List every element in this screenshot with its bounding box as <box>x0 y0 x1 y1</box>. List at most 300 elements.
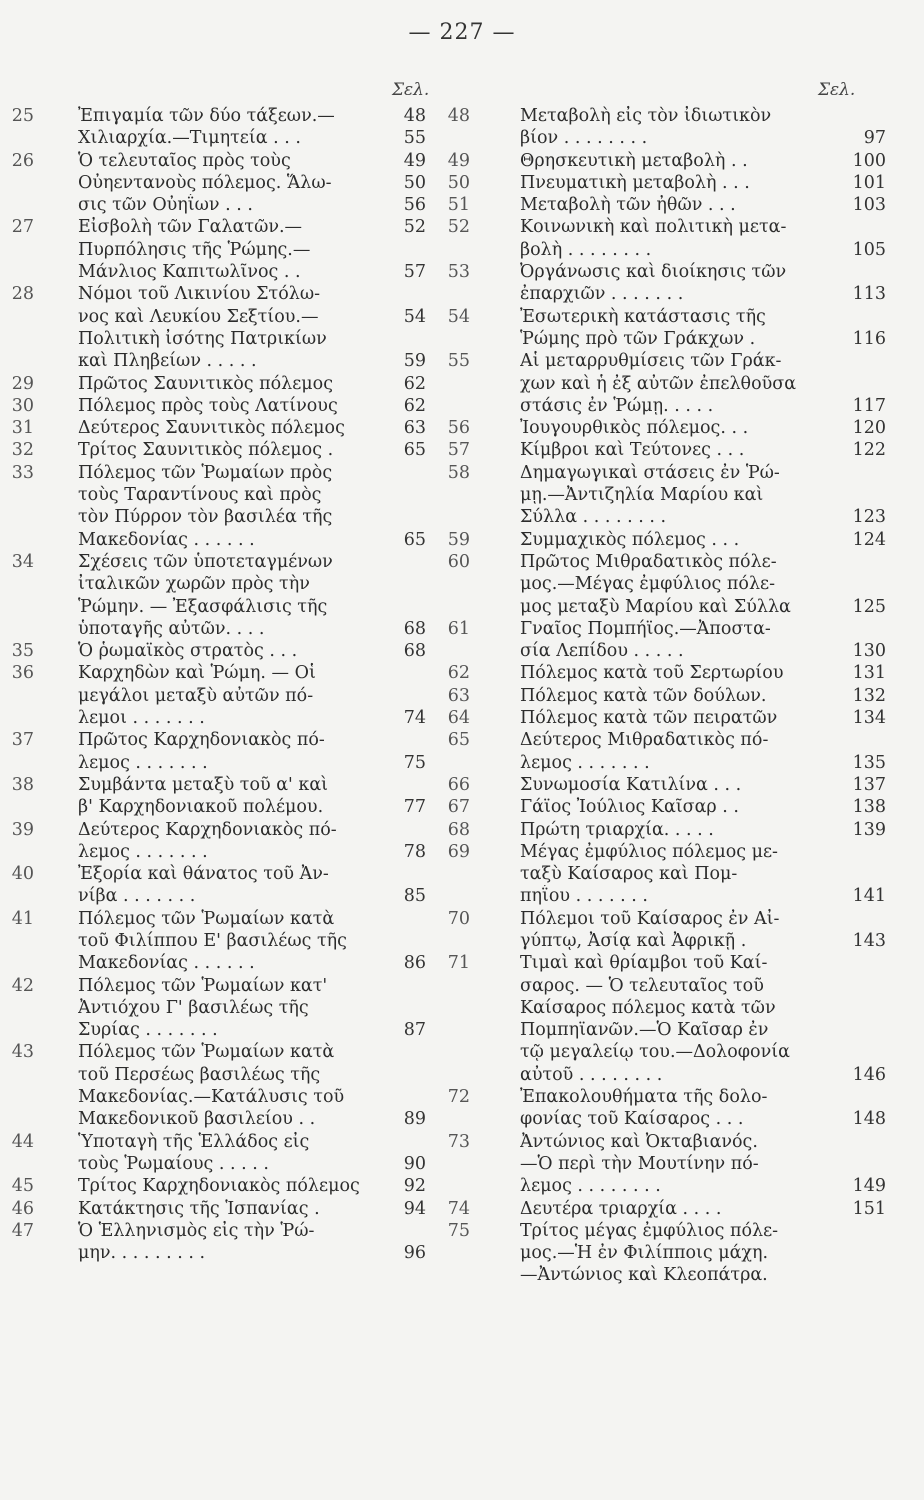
entry-line <box>520 618 886 640</box>
entry-line <box>78 373 426 395</box>
entry-line <box>520 529 886 551</box>
entry-text <box>42 1198 440 1220</box>
page-ref: 135 <box>852 752 886 773</box>
entry-line <box>520 1242 886 1264</box>
chapter-number: 51 <box>447 195 470 216</box>
entry-text <box>478 417 886 439</box>
entry-title: Μέγας ἐμφύλιος πόλεμος με- <box>520 841 778 862</box>
toc-entry <box>440 796 886 818</box>
chapter-number: 61 <box>447 618 470 639</box>
entry-title: Πομπηϊανῶν.—Ὁ Καῖσαρ ἐν <box>520 1020 769 1041</box>
entry-line <box>78 1153 426 1175</box>
entry-line <box>78 1242 426 1264</box>
entry-line <box>78 774 426 796</box>
entry-title: Δημαγωγικαὶ στάσεις ἐν Ῥώ- <box>520 462 780 483</box>
entry-text <box>478 819 886 841</box>
toc-entry <box>0 551 440 640</box>
entry-title: Σύλλα . . . . . . . . <box>520 507 667 528</box>
entry-text <box>478 194 886 216</box>
page-ref: 113 <box>852 284 886 305</box>
entry-title: καὶ Πληβείων . . . . . <box>78 351 257 372</box>
entry-title: λεμος . . . . . . . . <box>520 1176 661 1197</box>
entry-line <box>78 930 426 952</box>
page-ref: 77 <box>403 797 426 818</box>
entry-line <box>78 1108 426 1130</box>
toc-entry <box>0 1220 440 1265</box>
entry-line <box>520 863 886 885</box>
entry-title: ταξὺ Καίσαρος καὶ Πομ- <box>520 864 738 885</box>
entry-title: Ῥώμης πρὸ τῶν Γράκχων . <box>520 328 756 349</box>
chapter-number: 35 <box>11 641 34 662</box>
entry-title: Πρῶτος Καρχηδονιακὸς πό- <box>78 730 325 751</box>
page-ref: 134 <box>852 708 886 729</box>
entry-line <box>520 462 886 484</box>
page-ref: 49 <box>403 150 426 171</box>
entry-title: Πόλεμοι τοῦ Καίσαρος ἐν Αἰ- <box>520 908 780 929</box>
entry-title: λεμος . . . . . . . <box>520 752 650 773</box>
page-number: — 227 — <box>408 20 516 45</box>
chapter-number: 72 <box>447 1087 470 1108</box>
entry-line <box>520 283 886 305</box>
entry-line <box>520 774 886 796</box>
entry-title: Πόλεμος κατὰ τῶν πειρατῶν <box>520 708 778 729</box>
entry-line <box>520 841 886 863</box>
entry-line <box>78 239 426 261</box>
chapter-number: 38 <box>11 774 34 795</box>
chapter-number: 53 <box>447 262 470 283</box>
entry-line <box>520 885 886 907</box>
toc-entry <box>440 1131 886 1198</box>
entry-line <box>520 952 886 974</box>
entry-title: μῃ.—Ἀντιζηλία Μαρίου καὶ <box>520 485 764 506</box>
toc-entry <box>0 373 440 395</box>
entry-text <box>42 662 440 729</box>
entry-title: ἰταλικῶν χωρῶν πρὸς τὴν <box>78 574 310 595</box>
page-ref: 130 <box>852 641 886 662</box>
entry-text <box>478 1198 886 1220</box>
entry-line <box>78 484 426 506</box>
page-ref: 146 <box>852 1064 886 1085</box>
entry-text <box>478 105 886 150</box>
entry-line <box>520 395 886 417</box>
chapter-number: 32 <box>11 440 34 461</box>
page-ref: 100 <box>852 150 886 171</box>
entry-line <box>78 573 426 595</box>
entry-line <box>78 685 426 707</box>
entry-title: βολὴ . . . . . . . . <box>520 239 652 260</box>
page-ref: 74 <box>403 708 426 729</box>
entry-line <box>520 752 886 774</box>
entry-title: στάσις ἐν Ῥώμῃ. . . . . <box>520 395 714 416</box>
entry-line <box>520 796 886 818</box>
entry-title: Τρίτος μέγας ἐμφύλιος πόλε- <box>520 1220 779 1241</box>
chapter-number: 45 <box>11 1176 34 1197</box>
entry-title: Ἐπιγαμία τῶν δύο τάξεων.— <box>78 106 335 126</box>
entry-title: σαρος. — Ὁ τελευταῖος τοῦ <box>520 975 764 996</box>
chapter-number: 59 <box>447 529 470 550</box>
chapter-number: 29 <box>11 373 34 394</box>
entry-title: Θρησκευτικὴ μεταβολὴ . . <box>520 150 748 171</box>
entry-line <box>78 1064 426 1086</box>
entry-title: Ἐσωτερικὴ κατάστασις τῆς <box>520 306 766 327</box>
page-ref: 65 <box>403 440 426 461</box>
page-ref: 124 <box>852 529 886 550</box>
entry-line <box>520 1264 886 1286</box>
page-ref: 65 <box>403 529 426 550</box>
entry-title: Χιλιαρχία.—Τιμητεία . . . <box>78 128 301 149</box>
toc-entry <box>440 194 886 216</box>
entry-title: —Ὁ περὶ τὴν Μουτίνην πό- <box>520 1153 759 1174</box>
entry-title: Εἰσβολὴ τῶν Γαλατῶν.— <box>78 217 303 238</box>
entry-title: Δευτέρα τριαρχία . . . . <box>520 1198 722 1219</box>
entry-text <box>478 618 886 663</box>
toc-entry <box>0 105 440 150</box>
toc-entry <box>440 1086 886 1131</box>
chapter-number: 41 <box>11 908 34 929</box>
entry-line <box>520 1131 886 1153</box>
entry-text <box>42 395 440 417</box>
toc-entry <box>440 1198 886 1220</box>
toc-entry <box>440 261 886 306</box>
entry-line <box>78 506 426 528</box>
page-ref: 63 <box>403 418 426 439</box>
entry-title: τὸν Πύρρον τὸν βασιλέα τῆς <box>78 507 333 528</box>
toc-entry <box>440 105 886 150</box>
chapter-number: 28 <box>11 284 34 305</box>
chapter-number: 62 <box>447 663 470 684</box>
entry-line <box>520 417 886 439</box>
page-ref: 48 <box>403 106 426 126</box>
entry-title: γύπτῳ, Ἀσίᾳ καὶ Ἀφρικῇ . <box>520 930 747 951</box>
toc-entry <box>440 1220 880 1287</box>
chapter-number: 60 <box>447 551 470 572</box>
page-ref: 85 <box>403 886 426 907</box>
toc-entry <box>0 417 440 439</box>
entry-text <box>478 662 886 684</box>
entry-line <box>78 283 426 305</box>
page-ref: 120 <box>852 418 886 439</box>
entry-title: Ἀντώνιος καὶ Ὀκταβιανός. <box>520 1131 758 1152</box>
entry-text <box>42 774 440 819</box>
entry-line <box>520 127 886 149</box>
toc-entry <box>440 707 886 729</box>
entry-line <box>78 908 426 930</box>
entry-text <box>42 373 440 395</box>
toc-entry <box>0 283 440 372</box>
entry-title: Μακεδονίας . . . . . . <box>78 529 255 550</box>
chapter-number: 33 <box>11 462 34 483</box>
page-ref: 148 <box>852 1109 886 1130</box>
entry-line <box>520 261 886 283</box>
entry-title: Δεύτερος Μιθραδατικὸς πό- <box>520 730 769 751</box>
entry-title: Ὑποταγὴ τῆς Ἑλλάδος εἰς <box>78 1131 310 1152</box>
toc-entry <box>0 462 440 551</box>
chapter-number: 71 <box>447 953 470 974</box>
entry-line <box>78 640 426 662</box>
entry-title: Πόλεμος τῶν Ῥωμαίων πρὸς <box>78 462 333 483</box>
entry-line <box>520 150 886 172</box>
chapter-number: 26 <box>11 150 34 171</box>
toc-entry <box>440 908 886 953</box>
entry-line <box>520 819 886 841</box>
entry-text <box>478 529 886 551</box>
entry-text <box>42 439 440 461</box>
entry-title: β' Καρχηδονιακοῦ πολέμου. <box>78 797 324 818</box>
chapter-number: 58 <box>447 462 470 483</box>
page-ref: 87 <box>403 1020 426 1041</box>
entry-text <box>42 1131 440 1176</box>
entry-title: —Ἀντώνιος καὶ Κλεοπάτρα. <box>520 1265 768 1286</box>
chapter-number: 68 <box>447 819 470 840</box>
toc-entry <box>440 462 886 529</box>
entry-title: αὐτοῦ . . . . . . . . <box>520 1064 663 1085</box>
page-ref: 101 <box>852 172 886 193</box>
chapter-number: 42 <box>11 975 34 996</box>
page-ref: 59 <box>403 351 426 372</box>
entry-text <box>478 952 886 1086</box>
entry-title: Μεταβολὴ τῶν ἠθῶν . . . <box>520 195 736 216</box>
entry-line <box>78 1198 426 1220</box>
entry-title: Μεταβολὴ εἰς τὸν ἰδιωτικὸν <box>520 106 772 126</box>
entry-line <box>78 707 426 729</box>
entry-text <box>42 462 440 551</box>
toc-entry <box>440 662 886 684</box>
entry-title: Ὁ τελευταῖος πρὸς τοὺς <box>78 150 291 171</box>
page-ref: 105 <box>852 239 886 260</box>
entry-line <box>520 707 886 729</box>
entry-title: πηΐου . . . . . . . <box>520 886 648 907</box>
entry-text <box>478 774 886 796</box>
entry-line <box>520 1198 886 1220</box>
toc-entry <box>440 618 886 663</box>
chapter-number: 48 <box>447 106 470 126</box>
entry-line <box>520 1153 886 1175</box>
entry-text <box>478 685 886 707</box>
entry-line <box>520 172 886 194</box>
entry-text <box>42 551 440 640</box>
entry-line <box>520 1175 886 1197</box>
toc-entries <box>440 105 886 1287</box>
toc-entry <box>0 819 440 864</box>
entry-title: φονίας τοῦ Καίσαρος . . . <box>520 1109 744 1130</box>
entry-line <box>520 1064 886 1086</box>
entry-title: Ἐπακολουθήματα τῆς δολο- <box>520 1087 768 1108</box>
entry-title: τοῦ Φιλίππου Ε' βασιλέως τῆς <box>78 930 347 951</box>
entry-text <box>42 1220 440 1265</box>
chapter-number: 50 <box>447 172 470 193</box>
entry-text <box>42 863 440 908</box>
entry-title: Πολιτικὴ ἰσότης Πατρικίων <box>78 328 327 349</box>
entry-line <box>78 350 426 372</box>
toc-entry <box>440 439 886 461</box>
entry-title: σία Λεπίδου . . . . . <box>520 641 684 662</box>
entry-line <box>78 306 426 328</box>
toc-entry <box>440 952 886 1086</box>
entry-text <box>42 283 440 372</box>
entry-text <box>42 216 440 283</box>
page-ref: 92 <box>403 1176 426 1197</box>
entry-title: Καρχηδὼν καὶ Ῥώμη. — Οἱ <box>78 663 316 684</box>
toc-entry <box>0 1041 440 1130</box>
entry-line <box>78 975 426 997</box>
entry-title: βίον . . . . . . . . <box>520 128 648 149</box>
entry-title: Μακεδονικοῦ βασιλείου . . <box>78 1109 316 1130</box>
entry-line <box>78 439 426 461</box>
page-ref: 132 <box>852 685 886 706</box>
entry-line <box>520 239 886 261</box>
toc-entry <box>440 841 886 908</box>
entry-title: Πόλεμος πρὸς τοὺς Λατίνους <box>78 395 338 416</box>
toc-entry <box>0 439 440 461</box>
entry-title: νίβα . . . . . . . <box>78 886 196 907</box>
entry-text <box>478 261 886 306</box>
entry-title: Ῥώμην. — Ἐξασφάλισις τῆς <box>78 596 328 617</box>
chapter-number: 75 <box>447 1220 470 1241</box>
entry-title: Τρίτος Καρχηδονιακὸς πόλεμος <box>78 1176 360 1197</box>
toc-entry <box>0 729 440 774</box>
chapter-number: 55 <box>447 351 470 372</box>
chapter-number: 66 <box>447 774 470 795</box>
entry-line <box>78 194 426 216</box>
chapter-number: 57 <box>447 440 470 461</box>
page-ref: 143 <box>852 930 886 951</box>
entry-line <box>78 105 426 127</box>
page-ref: 55 <box>403 128 426 149</box>
entry-line <box>520 573 886 595</box>
entry-title: Ἰουγουρθικὸς πόλεμος. . . <box>520 418 749 439</box>
entry-text <box>478 1086 886 1131</box>
entry-text <box>478 306 886 351</box>
toc-entry <box>440 306 886 351</box>
chapter-number: 73 <box>447 1131 470 1152</box>
entry-line <box>78 952 426 974</box>
page-ref: 123 <box>852 507 886 528</box>
entry-title: ὑποταγῆς αὐτῶν. . . . <box>78 618 265 639</box>
entry-line <box>520 216 886 238</box>
page-ref: 151 <box>852 1198 886 1219</box>
page-ref: 131 <box>852 663 886 684</box>
entry-title: Ὁ ῥωμαϊκὸς στρατὸς . . . <box>78 641 298 662</box>
entry-title: Καίσαρος πόλεμος κατὰ τῶν <box>520 997 776 1018</box>
page-ref: 139 <box>852 819 886 840</box>
chapter-number: 27 <box>11 217 34 238</box>
entry-text <box>42 975 440 1042</box>
entry-line <box>78 729 426 751</box>
entry-title: Πνευματικὴ μεταβολὴ . . . <box>520 172 750 193</box>
chapter-number: 30 <box>11 395 34 416</box>
page-ref: 137 <box>852 774 886 795</box>
entry-text <box>478 1220 886 1287</box>
entry-text <box>42 417 440 439</box>
entry-text <box>478 462 886 529</box>
chapter-number: 39 <box>11 819 34 840</box>
page-ref: 96 <box>403 1243 426 1264</box>
page-ref: 68 <box>403 618 426 639</box>
entry-title: λεμος . . . . . . . <box>78 752 208 773</box>
entry-text <box>478 350 886 417</box>
chapter-number: 64 <box>447 708 470 729</box>
toc-entry <box>0 662 440 729</box>
entry-title: Μακεδονίας . . . . . . <box>78 953 255 974</box>
entry-title: λεμος . . . . . . . <box>78 841 208 862</box>
entry-line <box>520 930 886 952</box>
chapter-number: 31 <box>11 418 34 439</box>
entry-line <box>520 506 886 528</box>
entry-text <box>42 640 440 662</box>
entry-line <box>520 908 886 930</box>
entry-line <box>78 1131 426 1153</box>
entry-line <box>78 127 426 149</box>
entry-line <box>78 618 426 640</box>
entry-title: Οὐηεντανοὺς πόλεμος. Ἅλω- <box>78 172 332 193</box>
entry-text <box>478 707 886 729</box>
entry-line <box>78 529 426 551</box>
entry-title: Γναῖος Πομπήϊος.—Ἀποστα- <box>520 618 771 639</box>
page-ref: 57 <box>403 262 426 283</box>
entry-title: Αἱ μεταρρυθμίσεις τῶν Γράκ- <box>520 351 782 372</box>
entry-line <box>520 975 886 997</box>
page-ref: 62 <box>403 395 426 416</box>
chapter-number: 46 <box>11 1198 34 1219</box>
entry-title: σις τῶν Οὐηΐων . . . <box>78 195 253 216</box>
entry-line <box>520 306 886 328</box>
entry-line <box>520 350 886 372</box>
toc-entry <box>0 1198 440 1220</box>
chapter-number: 67 <box>447 797 470 818</box>
toc-entry <box>440 529 886 551</box>
entry-text <box>478 439 886 461</box>
entry-title: ἐπαρχιῶν . . . . . . . <box>520 284 684 305</box>
chapter-number: 65 <box>447 730 470 751</box>
entry-line <box>78 819 426 841</box>
toc-entry <box>0 975 440 1042</box>
chapter-number: 70 <box>447 908 470 929</box>
entry-text <box>478 216 886 261</box>
chapter-number: 40 <box>11 864 34 885</box>
entry-title: Πυρπόλησις τῆς Ῥώμης.— <box>78 239 311 260</box>
entry-line <box>520 484 886 506</box>
entry-line <box>520 997 886 1019</box>
entry-text <box>42 105 440 150</box>
page-ref: 86 <box>403 953 426 974</box>
entry-text <box>478 841 886 908</box>
entry-line <box>520 685 886 707</box>
entry-title: μεγάλοι μεταξὺ αὐτῶν πό- <box>78 685 314 706</box>
chapter-number: 37 <box>11 730 34 751</box>
entry-line <box>520 439 886 461</box>
entry-line <box>520 551 886 573</box>
entry-line <box>78 551 426 573</box>
page-ref: 125 <box>852 596 886 617</box>
entry-line <box>520 373 886 395</box>
page-ref: 75 <box>403 752 426 773</box>
page-column-label: Σελ. <box>818 80 856 100</box>
toc-entry <box>440 172 886 194</box>
entry-title: μος.—Ἡ ἐν Φιλίπποις μάχη. <box>520 1243 769 1264</box>
page-ref: 149 <box>852 1176 886 1197</box>
page-ref: 122 <box>852 440 886 461</box>
entry-title: Σχέσεις τῶν ὑποτεταγμένων <box>78 551 333 572</box>
toc-entry <box>0 150 440 217</box>
entry-title: μην. . . . . . . . . <box>78 1243 206 1264</box>
entry-title: Τρίτος Σαυνιτικὸς πόλεμος . <box>78 440 334 461</box>
entry-title: Κίμβροι καὶ Τεύτονες . . . <box>520 440 745 461</box>
entry-title: νος καὶ Λευκίου Σεξτίου.— <box>78 306 319 327</box>
entry-line <box>78 1175 426 1197</box>
entry-title: Δεύτερος Καρχηδονιακὸς πό- <box>78 819 337 840</box>
chapter-number: 49 <box>447 150 470 171</box>
entry-line <box>520 194 886 216</box>
